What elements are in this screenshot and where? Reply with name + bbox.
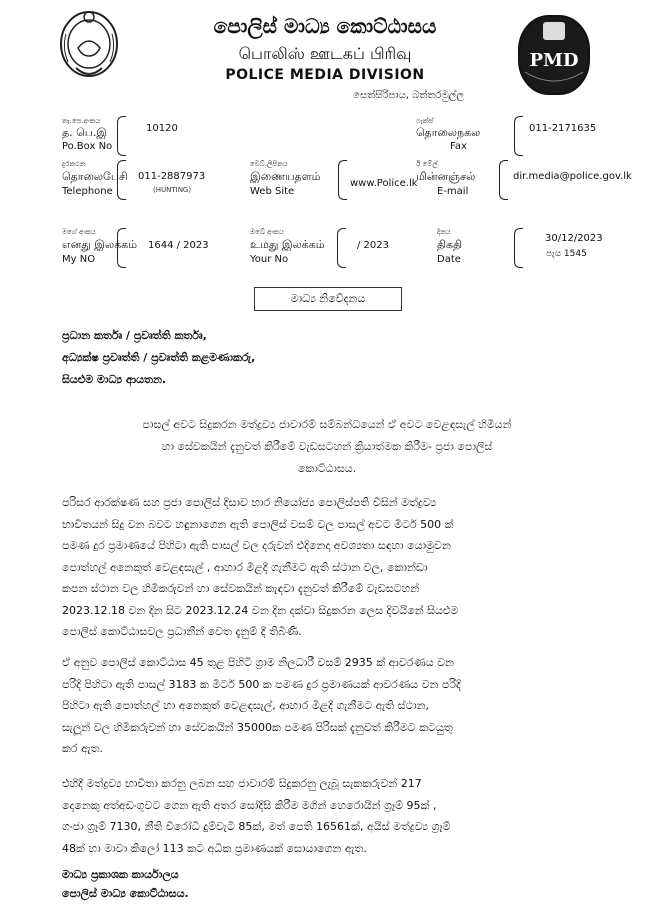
- email-value: dir.media@police.gov.lk: [513, 171, 632, 182]
- telephone-note: (HUNTING): [153, 186, 192, 194]
- yourno-label-si: ඔබේ අංකය: [250, 228, 284, 236]
- paragraph-line: පිහිටා ඇති පොත්හල් හා අනෙකුත් වෙළඳසැල්, ආහාර මිළදී ගැනීමට ඇති ස්ථාන,: [62, 699, 430, 712]
- myno-label-si: මගේ අංකය: [62, 228, 96, 236]
- fax-label-si: ෆැක්ස්: [416, 117, 434, 125]
- myno-value: 1644 / 2023: [148, 240, 209, 251]
- paragraph-line: දෙනෙකු අත්අඩංගුවට ගෙන ඇති අතර සෝදිසි කිරීම මගින් හෙරොයින් ග්‍රෑම් 95ක් ,: [62, 798, 437, 812]
- yourno-value: / 2023: [357, 240, 389, 251]
- paragraph-line: ඒ අනුව පොලිස් කොට්ඨාස 45 තුළ පිහිටි ග්‍රාම නිලධාරී වසම් 2935 ක් ආවරණය වන: [62, 656, 454, 669]
- pobox-brace: [117, 116, 126, 156]
- document-title: මාධ්‍ය නිවේදනය: [254, 287, 402, 311]
- date-label-si: දිනය: [437, 228, 451, 236]
- date-time: පැය 1545: [546, 249, 587, 259]
- addressee-line: සියළුම මාධ්‍ය ආයතන.: [62, 373, 167, 386]
- addressee-line: අධ්‍යක්ෂ ප්‍රවෘත්ති / ප්‍රවෘත්ති කළමණාකරු,: [62, 351, 256, 364]
- telephone-label-en: Telephone: [62, 186, 113, 197]
- pmd-logo-text: PMD: [529, 50, 579, 71]
- paragraph-line: පොත්හල් අනෙකුත් වෙළඳසැල් , ආහාර මිළදී ගැනීමට ඇති ස්ථාන වල, කොන්ඩා: [62, 560, 428, 574]
- subject-line: පාසල් අවට සිදුකරන මත්ද්‍රව්‍ය ජාවාරම් සම්බන්ධයෙන් ඒ අවට වෙළඳසැල් හිමියන්: [142, 418, 512, 431]
- date-brace: [514, 228, 523, 268]
- subject-block: [90, 414, 564, 480]
- date-label-en: Date: [437, 254, 461, 265]
- paragraph-line: භාවිතයන් සිදු වන බවට හඳුනාගෙන ඇති පොලිස් වසම් වල පාසල් අවට මීටර් 500 ක්: [62, 517, 454, 531]
- email-label-si: ඊ මේල්: [416, 160, 438, 168]
- signature-line: මාධ්‍ය ප්‍රකාශක කාර්යාලය: [62, 868, 179, 881]
- website-label-si: වෙබ්.ලිපිනය: [250, 160, 288, 168]
- subject-line: කොට්ඨාසය.: [297, 462, 357, 475]
- paragraph-line: පරිදි පිහිටා ඇති පාසල් 3183 ක මීටර් 500 ක පමණ දුර ප්‍රමාණයක් ආවරණය වන පරිදි: [62, 677, 461, 691]
- header-title-tamil: பொலிஸ் ஊடகப் பிரிவு: [238, 44, 412, 63]
- yourno-label-ta: உமது இலக்கம்: [250, 238, 325, 251]
- yourno-label-en: Your No: [250, 254, 289, 265]
- myno-label-ta: எனது இலக்கம்: [62, 238, 138, 251]
- fax-label-en: Fax: [450, 141, 467, 152]
- header-title-sinhala: පොලිස් මාධ්‍ය කොට්ඨාසය: [213, 14, 437, 38]
- paragraph-line: පමණ දුර ප්‍රමාණයේ පිහිටා ඇති පාසල් වල දරුවන් එදිනෙදා අවශ්‍යතා සඳහා යොමුවන: [62, 539, 451, 552]
- paragraph-line: ගංජා ග්‍රෑම් 7130, නීති විරෝධී දුම්වැටි 85ක්, මත් පෙති 16561ක්, අයිස් මත්ද්‍රව්‍ය ග්‍රෑම්: [62, 820, 451, 833]
- body-paragraph-3: [62, 773, 594, 859]
- telephone-label-si: දුරකථන: [62, 160, 86, 168]
- telephone-label-ta: தொலைபேசி: [62, 170, 128, 183]
- signature-line: පොලිස් මාධ්‍ය කොට්ඨාසය.: [62, 887, 189, 900]
- pobox-label-si: තැ.පෙ.අංකය: [62, 117, 101, 125]
- paragraph-line: සැලූන් වල හිමිකරුවන් හා සේවකයින් 35000ක පමණ පිරිසක් දැනුවත් කිරීමට කටයුතු: [62, 720, 453, 734]
- subject-line: හා සේවකයින් දැනුවත් කිරීමේ වැඩසටහන් ක්‍රියාත්මක කිරීම- ප්‍රජා පොලිස්: [161, 440, 493, 453]
- date-value: 30/12/2023: [545, 233, 603, 244]
- paragraph-line: 2023.12.18 වන දින සිට 2023.12.24 වන දින දක්වා සිදුකරන ලෙස දිවයිනේ සියළුම: [62, 603, 459, 617]
- body-paragraph-2: [62, 652, 594, 760]
- header-address: සෙත්සිරිපාය, බත්තරමුල්ල: [353, 90, 464, 101]
- pobox-value: 10120: [146, 123, 178, 134]
- telephone-brace: [117, 160, 126, 200]
- email-label-ta: மின்னஞ்சல்: [416, 170, 476, 183]
- fax-brace: [514, 116, 523, 156]
- date-label-ta: திகதி: [437, 238, 463, 251]
- website-label-en: Web Site: [250, 186, 295, 197]
- telephone-value: 011-2887973: [138, 171, 206, 182]
- pobox-label-ta: த. பெ.இ: [62, 126, 108, 139]
- fax-label-ta: தொலைநகல: [416, 126, 481, 139]
- paragraph-line: පොලිස් කොට්ඨාසවල ප්‍රධානීන් වෙත දැනුම් දී තිබිණි.: [62, 625, 302, 638]
- body-paragraph-1: [62, 492, 594, 643]
- website-value: www.Police.lk: [350, 178, 418, 189]
- myno-label-en: My NO: [62, 254, 96, 265]
- header-title-english: POLICE MEDIA DIVISION: [225, 67, 425, 83]
- fax-value: 011-2171635: [529, 123, 597, 134]
- website-brace: [338, 160, 347, 200]
- addressee-line: ප්‍රධාන කර්තෘ / ප්‍රවෘත්ති කර්තෘ,: [62, 329, 207, 342]
- paragraph-line: කපන ස්ථාන වල හිමිකරුවන් හා සේවකයින් කැඳවා දැනුවත් කිරීමේ වැඩසටහන්: [62, 582, 420, 595]
- paragraph-line: පරිසර ආරක්ෂණ සහ ප්‍රජා පොලිස් දිසාව භාර නියෝජ්‍ය පොලිස්පති විසින් මත්ද්‍රව්‍ය: [62, 496, 437, 509]
- myno-brace: [117, 228, 126, 268]
- paragraph-line: කර ඇත.: [62, 742, 104, 755]
- paragraph-line: 48ක් හා මාවා කිලෝ 113 කට අධික ප්‍රමාණයක් සොයාගෙන ඇත.: [62, 841, 367, 855]
- email-label-en: E-mail: [437, 186, 469, 197]
- pobox-label-en: Po.Box No: [62, 141, 113, 152]
- paragraph-line: එහිදී මත්ද්‍රව්‍ය භාවිතා කරනු ලබන සහ ජාවාරම් සිදුකරනු ලැබූ සැකකරුවන් 217: [62, 777, 422, 790]
- email-brace: [499, 160, 508, 200]
- yourno-brace: [337, 228, 346, 268]
- website-label-ta: இணையதளம்: [250, 170, 321, 183]
